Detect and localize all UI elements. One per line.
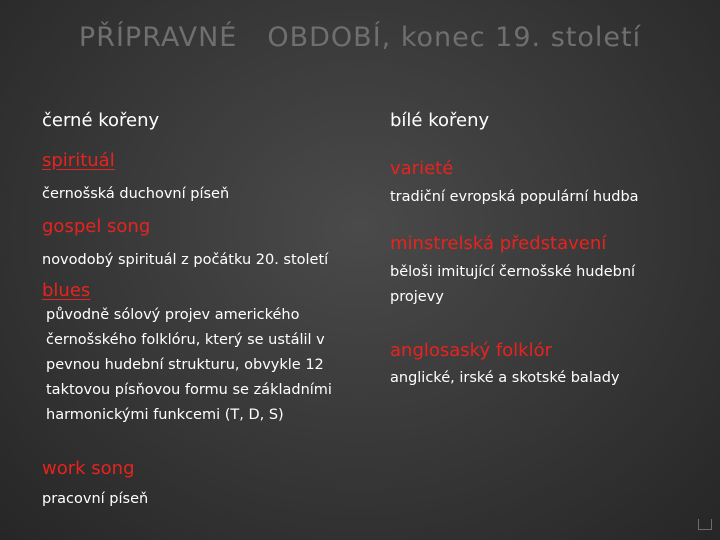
left-item-desc-blues: původně sólový projev amerického černošského folklóru, který se ustálil v pevnou hudební strukturu, obvykle 12 taktovou písňovou formu se základními harmonickými funkcemi (T, D, S) (46, 307, 332, 423)
bracket-icon (698, 519, 712, 530)
title-part-2: OBDOBÍ, konec 19. století (267, 22, 642, 53)
right-heading: bílé kořeny (390, 110, 490, 131)
slide-title (0, 22, 720, 53)
left-item-name-blues: blues (42, 280, 91, 301)
left-item-name-spiritual: spirituál (42, 150, 115, 171)
right-item-name-minstrel: minstrelská představení (390, 233, 607, 254)
left-item-desc-worksong: pracovní píseň (42, 491, 149, 507)
left-item-name-gospel: gospel song (42, 216, 151, 237)
right-item-name-variete: varieté (390, 158, 454, 179)
left-item-name-worksong: work song (42, 458, 135, 479)
title-part-1: PŘÍPRAVNÉ (78, 22, 238, 53)
right-item-desc-minstrel: běloši imitující černošské hudební projevy (390, 264, 636, 305)
right-item-name-folklor: anglosaský folklór (390, 340, 553, 361)
right-item-desc-variete: tradiční evropská populární hudba (390, 189, 639, 205)
left-heading: černé kořeny (42, 110, 160, 131)
left-item-desc-spiritual: černošská duchovní píseň (42, 186, 230, 202)
right-item-desc-folklor: anglické, irské a skotské balady (390, 370, 620, 386)
left-item-desc-gospel: novodobý spirituál z počátku 20. století (42, 252, 329, 268)
